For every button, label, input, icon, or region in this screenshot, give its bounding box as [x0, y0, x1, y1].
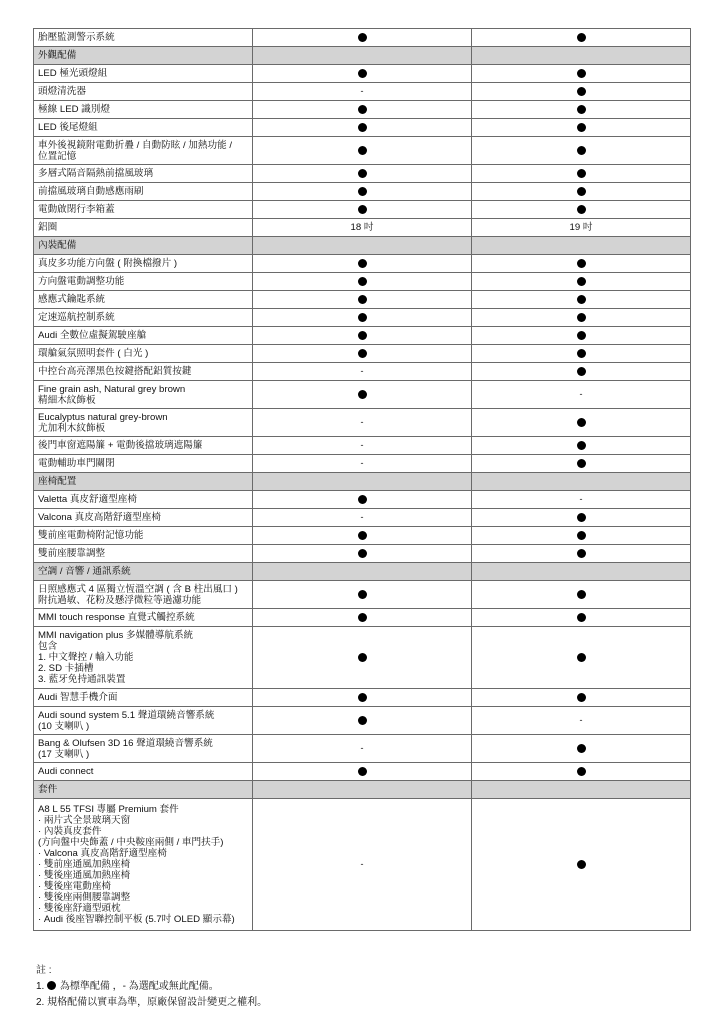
not-available-mark: - [579, 494, 583, 504]
standard-dot-icon [577, 87, 586, 96]
spec-value-model-2 [472, 65, 691, 83]
spec-row [34, 381, 691, 409]
spec-value-model-1 [253, 363, 472, 381]
standard-dot-icon [577, 653, 586, 662]
spec-row [34, 545, 691, 563]
standard-dot-icon [577, 459, 586, 468]
spec-value-model-1 [253, 165, 472, 183]
not-available-mark: - [360, 458, 364, 468]
spec-value-model-2 [472, 509, 691, 527]
spec-value-model-1 [253, 219, 472, 237]
spec-value-model-2 [472, 437, 691, 455]
spec-label: 後門車窗遮陽簾 + 電動後擋玻璃遮陽簾 [34, 437, 253, 455]
note-line-1 [36, 979, 267, 995]
spec-label: LED 極光頭燈組 [34, 65, 253, 83]
spec-value-model-2 [472, 201, 691, 219]
standard-dot-icon [577, 693, 586, 702]
not-available-mark: - [579, 389, 583, 399]
section-blank-cell-2 [472, 781, 691, 799]
spec-value-model-2 [472, 291, 691, 309]
standard-dot-icon [358, 653, 367, 662]
spec-row [34, 707, 691, 735]
spec-label: 日照感應式 4 區獨立恆溫空調 ( 含 B 柱出風口 ) 附抗過敏、花粉及懸浮微粒等過濾功能 [34, 581, 253, 609]
spec-value-model-1 [253, 509, 472, 527]
spec-label: 中控台高亮澤黑色按鍵搭配鋁質按鍵 [34, 363, 253, 381]
section-blank-cell-1 [253, 237, 472, 255]
spec-label: 雙前座腰靠調整 [34, 545, 253, 563]
standard-dot-icon [358, 693, 367, 702]
standard-dot-icon [358, 33, 367, 42]
spec-value-model-1 [253, 273, 472, 291]
spec-row [34, 327, 691, 345]
section-title: 空調 / 音響 / 通訊系統 [34, 563, 253, 581]
standard-dot-icon [358, 531, 367, 540]
spec-value-model-1 [253, 545, 472, 563]
spec-value-model-1 [253, 255, 472, 273]
spec-label: 感應式鑰匙系統 [34, 291, 253, 309]
standard-dot-icon [577, 513, 586, 522]
standard-dot-icon [358, 390, 367, 399]
spec-value-model-2 [472, 581, 691, 609]
spec-row [34, 763, 691, 781]
spec-label: 多層式隔音隔熱前擋風玻璃 [34, 165, 253, 183]
standard-dot-icon [577, 33, 586, 42]
standard-dot-icon [577, 418, 586, 427]
standard-dot-icon [577, 331, 586, 340]
spec-label: 定速巡航控制系統 [34, 309, 253, 327]
spec-value-model-2 [472, 183, 691, 201]
spec-value-model-1 [253, 455, 472, 473]
section-blank-cell-2 [472, 237, 691, 255]
spec-row [34, 609, 691, 627]
standard-dot-icon [577, 590, 586, 599]
spec-value-model-2 [472, 707, 691, 735]
standard-dot-icon [358, 277, 367, 286]
standard-dot-icon [358, 295, 367, 304]
spec-label: A8 L 55 TFSI 專屬 Premium 套件 · 兩片式全景玻璃天窗 · 內裝真皮套件 (方向盤中央飾蓋 / 中央鞍座兩側 / 車門扶手) · Valcona 真皮高階舒適型座椅 · 雙前座通風加熱座椅 · 雙後座通風加熱座椅 · 雙後座電動座椅 · 雙後座兩側腰靠調整 · 雙後座舒適型頭枕 · Audi 後座智聯控制平板 (5.7吋 OLED 顯示幕) [34, 799, 253, 931]
standard-dot-icon [577, 146, 586, 155]
spec-value-model-1 [253, 437, 472, 455]
standard-dot-icon [577, 349, 586, 358]
standard-dot-icon [577, 295, 586, 304]
not-available-mark: - [360, 86, 364, 96]
spec-label: Audi 全數位虛擬駕駛座艙 [34, 327, 253, 345]
spec-value-model-1 [253, 707, 472, 735]
standard-dot-icon [358, 146, 367, 155]
notes [36, 963, 267, 1011]
standard-dot-icon [577, 205, 586, 214]
spec-value-text: 18 吋 [350, 222, 374, 233]
spec-value-text: 19 吋 [569, 222, 593, 233]
standard-dot-icon [577, 169, 586, 178]
spec-label: 鋁圈 [34, 219, 253, 237]
spec-value-model-2 [472, 345, 691, 363]
spec-row [34, 527, 691, 545]
spec-row [34, 799, 691, 931]
spec-row [34, 309, 691, 327]
spec-value-model-2 [472, 309, 691, 327]
not-available-mark: - [360, 859, 364, 869]
standard-dot-icon [577, 441, 586, 450]
note-line-2: 2. 規格配備以實車為準，原廠保留設計變更之權利。 [36, 997, 268, 1008]
standard-dot-icon [577, 549, 586, 558]
standard-dot-icon [358, 205, 367, 214]
spec-value-model-1 [253, 581, 472, 609]
standard-dot-icon [358, 590, 367, 599]
standard-dot-icon [577, 277, 586, 286]
spec-value-model-2 [472, 381, 691, 409]
spec-value-model-1 [253, 689, 472, 707]
standard-dot-icon [577, 367, 586, 376]
section-blank-cell-1 [253, 563, 472, 581]
spec-row [34, 137, 691, 165]
spec-value-model-1 [253, 735, 472, 763]
standard-dot-icon [358, 169, 367, 178]
spec-value-model-1 [253, 291, 472, 309]
standard-dot-icon [358, 549, 367, 558]
spec-row [34, 201, 691, 219]
section-blank-cell-2 [472, 563, 691, 581]
spec-value-model-2 [472, 763, 691, 781]
spec-row [34, 219, 691, 237]
standard-dot-icon [358, 123, 367, 132]
spec-row [34, 291, 691, 309]
spec-value-model-1 [253, 183, 472, 201]
spec-value-model-2 [472, 409, 691, 437]
note-1-text: 為標準配備 ，- 為選配或無此配備。 [59, 981, 219, 992]
standard-dot-icon [358, 105, 367, 114]
spec-value-model-1 [253, 119, 472, 137]
spec-value-model-1 [253, 201, 472, 219]
spec-label: Audi connect [34, 763, 253, 781]
spec-row [34, 627, 691, 689]
spec-row [34, 29, 691, 47]
section-blank-cell-2 [472, 473, 691, 491]
spec-row [34, 65, 691, 83]
spec-row [34, 165, 691, 183]
standard-dot-icon [577, 313, 586, 322]
section-header-row [34, 781, 691, 799]
spec-value-model-1 [253, 65, 472, 83]
spec-value-model-2 [472, 527, 691, 545]
section-blank-cell-2 [472, 47, 691, 65]
spec-row [34, 363, 691, 381]
spec-value-model-2 [472, 137, 691, 165]
standard-dot-icon [577, 613, 586, 622]
spec-label: MMI navigation plus 多媒體導航系統 包含 1. 中文聲控 / 輸入功能 2. SD 卡插槽 3. 藍牙免持通訊裝置 [34, 627, 253, 689]
spec-value-model-1 [253, 491, 472, 509]
spec-value-model-2 [472, 455, 691, 473]
section-header-row [34, 237, 691, 255]
spec-value-model-2 [472, 627, 691, 689]
spec-row [34, 409, 691, 437]
standard-dot-icon [358, 187, 367, 196]
spec-label: 方向盤電動調整功能 [34, 273, 253, 291]
standard-dot-icon [358, 69, 367, 78]
section-title: 外觀配備 [34, 47, 253, 65]
spec-label: 電動啟閉行李箱蓋 [34, 201, 253, 219]
spec-value-model-1 [253, 527, 472, 545]
standard-dot-icon [358, 349, 367, 358]
spec-row [34, 273, 691, 291]
spec-value-model-1 [253, 309, 472, 327]
spec-value-model-2 [472, 327, 691, 345]
spec-label: 頭燈清洗器 [34, 83, 253, 101]
spec-value-model-1 [253, 345, 472, 363]
section-header-row [34, 473, 691, 491]
standard-dot-icon [358, 613, 367, 622]
spec-row [34, 491, 691, 509]
section-header-row [34, 47, 691, 65]
spec-value-model-2 [472, 255, 691, 273]
spec-row [34, 119, 691, 137]
spec-label: Valcona 真皮高階舒適型座椅 [34, 509, 253, 527]
standard-dot-icon [577, 105, 586, 114]
not-available-mark: - [360, 417, 364, 427]
note-1-number: 1. [36, 981, 45, 992]
spec-label: 車外後視鏡附電動折疊 / 自動防眩 / 加熱功能 / 位置記憶 [34, 137, 253, 165]
standard-dot-icon [577, 69, 586, 78]
spec-value-model-2 [472, 119, 691, 137]
spec-row [34, 581, 691, 609]
spec-label: Fine grain ash, Natural grey brown 精細木紋飾板 [34, 381, 253, 409]
spec-table-body [34, 29, 691, 931]
spec-value-model-1 [253, 29, 472, 47]
spec-label: Eucalyptus natural grey-brown 尤加利木紋飾板 [34, 409, 253, 437]
standard-dot-icon [577, 860, 586, 869]
spec-value-model-2 [472, 83, 691, 101]
spec-value-model-1 [253, 409, 472, 437]
spec-value-model-2 [472, 799, 691, 931]
spec-label: 真皮多功能方向盤 ( 附換檔撥片 ) [34, 255, 253, 273]
spec-row [34, 183, 691, 201]
spec-value-model-1 [253, 799, 472, 931]
spec-row [34, 101, 691, 119]
spec-row [34, 509, 691, 527]
standard-dot-icon [577, 259, 586, 268]
standard-dot-icon [577, 123, 586, 132]
section-header-row [34, 563, 691, 581]
spec-value-model-2 [472, 219, 691, 237]
spec-label: 胎壓監測警示系統 [34, 29, 253, 47]
section-title: 座椅配置 [34, 473, 253, 491]
spec-value-model-1 [253, 327, 472, 345]
standard-dot-icon [577, 767, 586, 776]
not-available-mark: - [360, 743, 364, 753]
spec-label: Audi 智慧手機介面 [34, 689, 253, 707]
standard-dot-icon [358, 313, 367, 322]
notes-heading: 註 : [36, 965, 52, 976]
spec-label: MMI touch response 直覺式觸控系統 [34, 609, 253, 627]
standard-dot-icon [577, 744, 586, 753]
spec-label: 前擋風玻璃自動感應雨刷 [34, 183, 253, 201]
section-blank-cell-1 [253, 473, 472, 491]
not-available-mark: - [579, 715, 583, 725]
standard-dot-icon [358, 767, 367, 776]
section-title: 內裝配備 [34, 237, 253, 255]
spec-row [34, 345, 691, 363]
spec-label: 極線 LED 識別燈 [34, 101, 253, 119]
spec-value-model-1 [253, 763, 472, 781]
spec-value-model-2 [472, 165, 691, 183]
spec-value-model-2 [472, 491, 691, 509]
spec-value-model-2 [472, 101, 691, 119]
section-blank-cell-1 [253, 781, 472, 799]
section-blank-cell-1 [253, 47, 472, 65]
spec-label: LED 後尾燈組 [34, 119, 253, 137]
spec-label: Valetta 真皮舒適型座椅 [34, 491, 253, 509]
spec-value-model-2 [472, 545, 691, 563]
standard-dot-icon [358, 716, 367, 725]
spec-value-model-1 [253, 381, 472, 409]
spec-value-model-2 [472, 689, 691, 707]
spec-value-model-1 [253, 83, 472, 101]
standard-dot-icon [577, 531, 586, 540]
standard-dot-icon [358, 495, 367, 504]
spec-row [34, 455, 691, 473]
spec-table [33, 28, 691, 931]
not-available-mark: - [360, 440, 364, 450]
spec-label: 雙前座電動椅附記憶功能 [34, 527, 253, 545]
spec-value-model-1 [253, 609, 472, 627]
spec-row [34, 255, 691, 273]
spec-row [34, 437, 691, 455]
spec-label: Bang & Olufsen 3D 16 聲道環繞音響系統 (17 支喇叭 ) [34, 735, 253, 763]
spec-row [34, 689, 691, 707]
spec-row [34, 735, 691, 763]
standard-dot-icon [577, 187, 586, 196]
standard-dot-icon [358, 259, 367, 268]
spec-value-model-2 [472, 735, 691, 763]
spec-label: Audi sound system 5.1 聲道環繞音響系統 (10 支喇叭 ) [34, 707, 253, 735]
spec-label: 環艙氣氛照明套件 ( 白光 ) [34, 345, 253, 363]
spec-value-model-2 [472, 29, 691, 47]
standard-dot-icon [47, 981, 56, 990]
not-available-mark: - [360, 366, 364, 376]
section-title: 套件 [34, 781, 253, 799]
spec-label: 電動輔助車門關閉 [34, 455, 253, 473]
spec-value-model-1 [253, 101, 472, 119]
spec-value-model-2 [472, 609, 691, 627]
spec-value-model-1 [253, 137, 472, 165]
spec-value-model-2 [472, 273, 691, 291]
not-available-mark: - [360, 512, 364, 522]
spec-value-model-1 [253, 627, 472, 689]
spec-row [34, 83, 691, 101]
spec-value-model-2 [472, 363, 691, 381]
standard-dot-icon [358, 331, 367, 340]
